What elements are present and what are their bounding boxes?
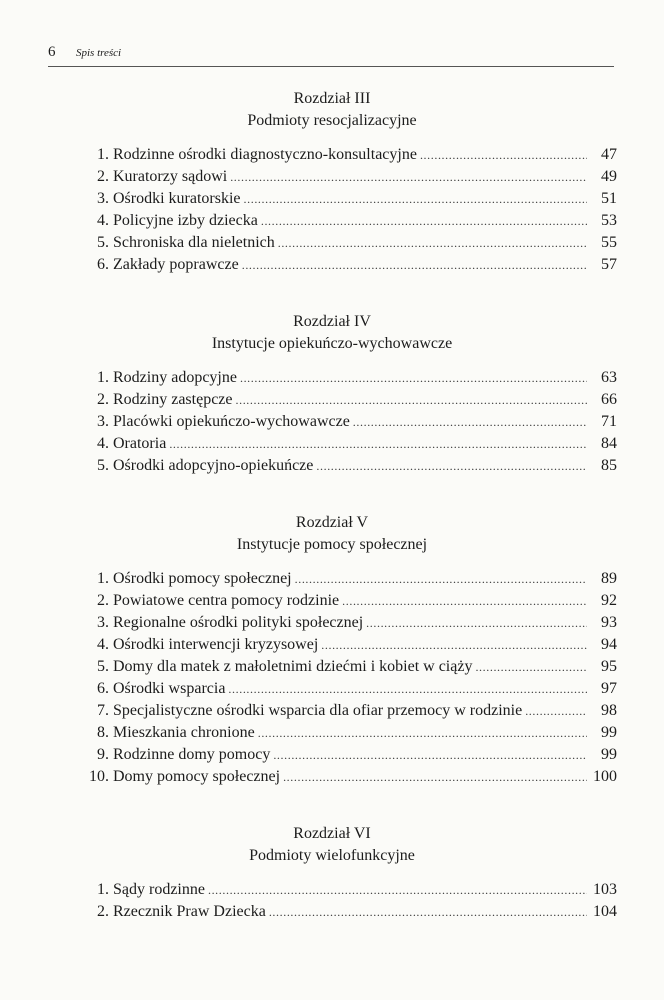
chapter-title: Instytucje opiekuńczo-wychowawcze: [211, 335, 453, 352]
entry-body: [113, 744, 617, 766]
entry-number: 4.: [97, 435, 109, 452]
entry-body: [113, 700, 617, 722]
entry-title: Ośrodki interwencji kryzysowej: [113, 636, 319, 653]
entry-number: 4.: [97, 212, 109, 229]
entry-page-number: 97: [601, 680, 617, 697]
entry-body: [113, 144, 617, 166]
entry-page-number: 99: [601, 724, 617, 741]
dot-leader: [278, 232, 587, 254]
toc-entry[interactable]: [0, 232, 664, 254]
entry-number: 1.: [97, 146, 109, 163]
chapter-section: [0, 512, 664, 788]
toc-entry[interactable]: [0, 367, 664, 389]
entry-number: 1.: [97, 881, 109, 898]
entry-title: Ośrodki pomocy społecznej: [113, 570, 292, 587]
toc-entry[interactable]: [0, 188, 664, 210]
dot-leader: [475, 656, 587, 678]
entry-number: 9.: [97, 746, 109, 763]
entry-title: Schroniska dla nieletnich: [113, 234, 275, 251]
entry-body: [113, 766, 617, 788]
entry-page-number: 71: [601, 413, 617, 430]
entry-title: Rodzinne domy pomocy: [113, 746, 271, 763]
entry-title: Kuratorzy sądowi: [113, 168, 228, 185]
entry-body: [113, 568, 617, 590]
toc-entry[interactable]: [0, 722, 664, 744]
entry-page-number: 98: [601, 702, 617, 719]
entry-title: Ośrodki adopcyjno-opiekuńcze: [113, 457, 314, 474]
running-title: Spis treści: [76, 47, 122, 59]
dot-leader: [420, 144, 587, 166]
entry-number: 2.: [97, 903, 109, 920]
toc-list: [0, 367, 664, 477]
dot-leader: [261, 210, 587, 232]
dot-leader: [258, 722, 587, 744]
chapter-heading: Rozdział IV: [293, 313, 371, 330]
entry-title: Rodziny adopcyjne: [113, 369, 237, 386]
entry-page-number: 84: [601, 435, 617, 452]
entry-body: [113, 254, 617, 276]
entry-title: Domy dla matek z małoletnimi dziećmi i kobiet w ciąży: [113, 658, 473, 675]
toc-entry[interactable]: [0, 744, 664, 766]
dot-leader: [525, 700, 587, 722]
entry-title: Mieszkania chronione: [113, 724, 255, 741]
dot-leader: [269, 901, 587, 923]
entry-title: Zakłady poprawcze: [113, 256, 239, 273]
entry-title: Rodzinne ośrodki diagnostyczno-konsultacyjne: [113, 146, 417, 163]
toc-entry[interactable]: [0, 766, 664, 788]
entry-title: Domy pomocy społecznej: [113, 768, 281, 785]
entry-number: 4.: [97, 636, 109, 653]
entry-page-number: 103: [593, 881, 617, 898]
entry-number: 2.: [97, 391, 109, 408]
chapter-heading: Rozdział III: [293, 90, 371, 107]
dot-leader: [273, 744, 587, 766]
entry-page-number: 95: [601, 658, 617, 675]
toc-entry[interactable]: [0, 634, 664, 656]
dot-leader: [283, 766, 587, 788]
entry-title: Ośrodki wsparcia: [113, 680, 226, 697]
chapter-section: [0, 311, 664, 477]
entry-body: [113, 188, 617, 210]
chapter-heading: Rozdział VI: [293, 825, 371, 842]
chapter-heading: Rozdział V: [295, 514, 369, 531]
chapter-title: Podmioty wielofunkcyjne: [249, 847, 415, 864]
toc-entry[interactable]: [0, 411, 664, 433]
page-number: 6: [48, 44, 56, 60]
dot-leader: [366, 612, 587, 634]
entry-number: 2.: [97, 592, 109, 609]
entry-title: Placówki opiekuńczo-wychowawcze: [113, 413, 350, 430]
entry-body: [113, 367, 617, 389]
toc-list: [0, 568, 664, 788]
dot-leader: [236, 389, 588, 411]
dot-leader: [169, 433, 587, 455]
entry-body: [113, 166, 617, 188]
entry-body: [113, 210, 617, 232]
entry-number: 3.: [97, 190, 109, 207]
entry-body: [113, 634, 617, 656]
toc-entry[interactable]: [0, 590, 664, 612]
entry-body: [113, 389, 617, 411]
toc-entry[interactable]: [0, 210, 664, 232]
entry-body: [113, 678, 617, 700]
entry-number: 5.: [97, 457, 109, 474]
entry-title: Policyjne izby dziecka: [113, 212, 258, 229]
entry-title: Oratoria: [113, 435, 167, 452]
entry-number: 1.: [97, 369, 109, 386]
page-header: [48, 44, 614, 67]
toc-entry[interactable]: [0, 254, 664, 276]
toc-entry[interactable]: [0, 612, 664, 634]
entry-body: [113, 722, 617, 744]
chapter-section: [0, 823, 664, 923]
entry-number: 2.: [97, 168, 109, 185]
toc-entry[interactable]: [0, 700, 664, 722]
entry-page-number: 104: [593, 903, 617, 920]
toc-entry[interactable]: [0, 656, 664, 678]
chapter-section: [0, 88, 664, 276]
entry-page-number: 66: [601, 391, 617, 408]
toc-entry[interactable]: [0, 166, 664, 188]
dot-leader: [240, 367, 587, 389]
toc-entry[interactable]: [0, 879, 664, 901]
dot-leader: [242, 254, 587, 276]
entry-page-number: 55: [601, 234, 617, 251]
toc-entry[interactable]: [0, 568, 664, 590]
entry-page-number: 51: [601, 190, 617, 207]
dot-leader: [208, 879, 587, 901]
entry-title: Rzecznik Praw Dziecka: [113, 903, 266, 920]
entry-body: [113, 455, 617, 477]
entry-title: Sądy rodzinne: [113, 881, 205, 898]
toc-entry[interactable]: [0, 144, 664, 166]
dot-leader: [295, 568, 587, 590]
entry-number: 8.: [97, 724, 109, 741]
entry-number: 5.: [97, 234, 109, 251]
dot-leader: [353, 411, 587, 433]
toc-entry[interactable]: [0, 389, 664, 411]
entry-number: 7.: [97, 702, 109, 719]
dot-leader: [321, 634, 587, 656]
entry-page-number: 89: [601, 570, 617, 587]
entry-page-number: 57: [601, 256, 617, 273]
dot-leader: [316, 455, 587, 477]
entry-page-number: 85: [601, 457, 617, 474]
entry-page-number: 53: [601, 212, 617, 229]
chapter-title: Podmioty resocjalizacyjne: [247, 112, 417, 129]
entry-body: [113, 433, 617, 455]
entry-title: Rodziny zastępcze: [113, 391, 233, 408]
entry-number: 6.: [97, 256, 109, 273]
dot-leader: [228, 678, 587, 700]
dot-leader: [244, 188, 587, 210]
entry-body: [113, 612, 617, 634]
toc-entry[interactable]: [0, 433, 664, 455]
dot-leader: [230, 166, 587, 188]
entry-page-number: 92: [601, 592, 617, 609]
entry-body: [113, 232, 617, 254]
toc-entry[interactable]: [0, 678, 664, 700]
toc-list: [0, 879, 664, 923]
entry-page-number: 93: [601, 614, 617, 631]
entry-page-number: 99: [601, 746, 617, 763]
entry-title: Specjalistyczne ośrodki wsparcia dla ofiar przemocy w rodzinie: [113, 702, 523, 719]
entry-page-number: 47: [601, 146, 617, 163]
entry-number: 5.: [97, 658, 109, 675]
entry-title: Powiatowe centra pomocy rodzinie: [113, 592, 340, 609]
toc-entry[interactable]: [0, 455, 664, 477]
entry-page-number: 63: [601, 369, 617, 386]
toc-entry[interactable]: [0, 901, 664, 923]
entry-number: 10.: [89, 768, 109, 785]
entry-body: [113, 879, 617, 901]
entry-body: [113, 901, 617, 923]
entry-page-number: 100: [593, 768, 617, 785]
entry-title: Regionalne ośrodki polityki społecznej: [113, 614, 364, 631]
entry-page-number: 94: [601, 636, 617, 653]
entry-number: 3.: [97, 413, 109, 430]
toc-list: [0, 144, 664, 276]
entry-number: 3.: [97, 614, 109, 631]
chapter-title: Instytucje pomocy społecznej: [236, 536, 428, 553]
entry-page-number: 49: [601, 168, 617, 185]
entry-title: Ośrodki kuratorskie: [113, 190, 241, 207]
entry-body: [113, 656, 617, 678]
entry-body: [113, 590, 617, 612]
dot-leader: [342, 590, 587, 612]
entry-body: [113, 411, 617, 433]
entry-number: 6.: [97, 680, 109, 697]
entry-number: 1.: [97, 570, 109, 587]
